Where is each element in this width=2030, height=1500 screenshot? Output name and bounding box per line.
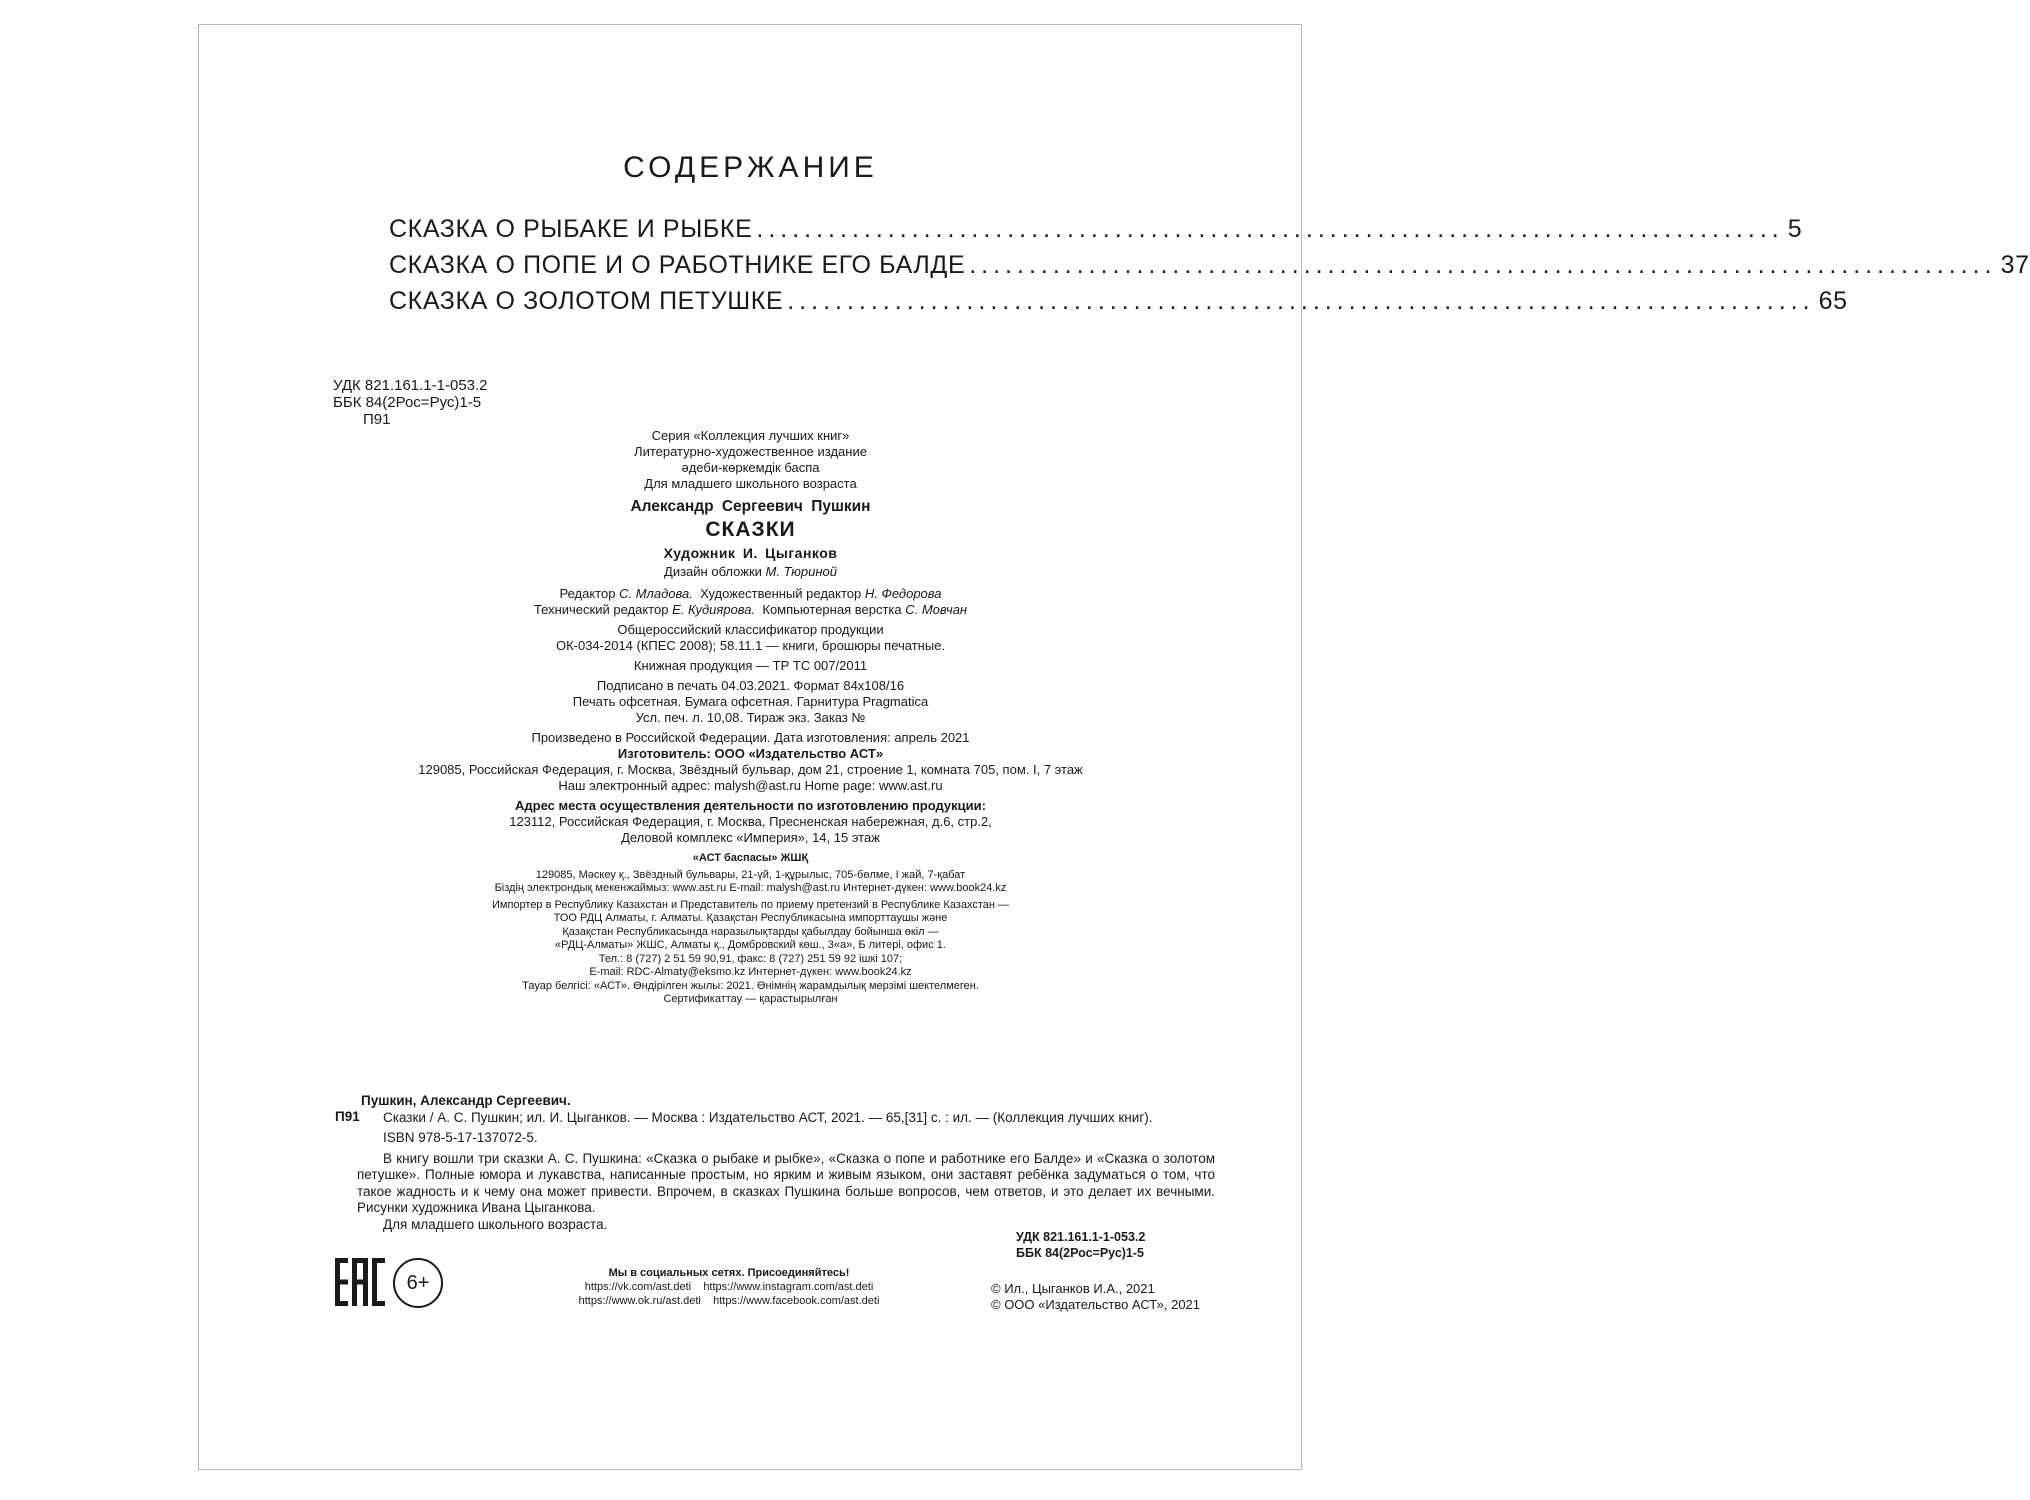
production-site-1: 123112, Российская Федерация, г. Москва, Пресненская набережная, д.6, стр.2, — [509, 814, 992, 829]
biblio-record: Сказки / А. С. Пушкин; ил. И. Цыганков. — Москва : Издательство АСТ, 2021. — 65,[31] с. : ил. — (Коллекция лучших книг). — [383, 1109, 1153, 1125]
cover-design-line — [199, 564, 1302, 580]
social-links-row: https://vk.com/ast.deti https://www.instagram.com/ast.deti — [584, 1281, 874, 1293]
udk-code: УДК 821.161.1-1-053.2 — [1016, 1230, 1146, 1244]
imprint-block — [199, 428, 1302, 1007]
kz-line: Тел.: 8 (727) 2 51 59 90,91, факс: 8 (727) 251 59 92 ішкі 107; — [598, 952, 903, 965]
editor-label: Редактор — [559, 586, 616, 601]
art-editor-name: Н. Федорова — [864, 586, 942, 601]
biblio-author-heading: Пушкин, Александр Сергеевич. — [361, 1093, 571, 1108]
social-links-row: https://www.ok.ru/ast.deti https://www.facebook.com/ast.deti — [578, 1295, 880, 1307]
kz-line: Импортер в Республику Казахстан и Представитель по приему претензий в Республике Казахстан — — [491, 898, 1010, 911]
edition-type-kz: әдеби-көркемдік баспа — [681, 460, 820, 475]
art-editor-label: Художественный редактор — [700, 586, 862, 601]
manufacturer-contacts: Наш электронный адрес: malysh@ast.ru Home page: www.ast.ru — [558, 778, 943, 793]
contents-item — [389, 251, 2030, 287]
isbn: ISBN 978-5-17-137072-5. — [383, 1130, 538, 1145]
tech-editor-label: Технический редактор — [533, 602, 669, 617]
contents-item-title: СКАЗКА О РЫБАКЕ И РЫБКЕ — [389, 215, 753, 243]
tech-editor-name: Е. Кудиярова. — [672, 602, 756, 617]
layout-name: С. Мовчан — [905, 602, 968, 617]
leader-dots: ...................................................................................... — [969, 251, 1997, 279]
social-block — [519, 1266, 939, 1308]
kz-line: ТОО РДЦ Алматы, г. Алматы. Қазақстан Республикасына импорттаушы және — [553, 912, 948, 924]
copyright-publisher: © ООО «Издательство АСТ», 2021 — [991, 1297, 1201, 1312]
manufacturer-line: Изготовитель: ООО «Издательство АСТ» — [617, 746, 884, 761]
artist-line: Художник И. Цыганков — [663, 545, 838, 561]
classifier-line-1: Общероссийский классификатор продукции — [617, 622, 884, 637]
kz-line: E-mail: RDC-Almaty@eksmo.kz Интернет-дүкен: www.book24.kz — [589, 966, 912, 978]
book-page — [198, 24, 2030, 1470]
cover-design-label: Дизайн обложки — [664, 564, 762, 579]
contents-item — [389, 287, 1848, 323]
bbk-code: ББК 84(2Рос=Рус)1-5 — [333, 394, 482, 411]
edition-type: Литературно-художественное издание — [634, 444, 867, 459]
kz-line: 129085, Мәскеу қ., Звёздный бульвары, 21-үй, 1-құрылыс, 705-бөлме, I жай, 7-қабат — [535, 868, 966, 881]
kazakh-block — [199, 852, 1302, 1007]
author-mark: П91 — [363, 411, 391, 428]
classification-top — [333, 377, 488, 428]
annotation: В книгу вошли три сказки А. С. Пушкина: «Сказка о рыбаке и рыбке», «Сказка о попе и работнике его Балде» и «Сказка о золотом петушке». Полные юмора и лукавства, написанные простым, но ярким и живым языком, они заставят ребёнка задуматься о том, что такое жадность и к чему она может привести. Впрочем, в сказках Пушкина больше вопросов, чем ответов, и это делает их вечными. Рисунки художника Ивана Цыганкова. — [357, 1150, 1215, 1215]
copyright-block — [991, 1281, 1200, 1313]
editor-name: С. Младова. — [619, 586, 693, 601]
kz-line: Біздің электрондық мекенжаймыз: www.ast.ru E-mail: malysh@ast.ru Интернет-дүкен: www.book24.kz — [494, 882, 1007, 894]
tech-editor-line — [199, 602, 1302, 618]
manufacturer-address: 129085, Российская Федерация, г. Москва, Звёздный бульвар, дом 21, строение 1, комната 705, пом. I, 7 этаж — [418, 762, 1083, 777]
copyright-illustrations: © Ил., Цыганков И.А., 2021 — [991, 1281, 1155, 1296]
bibliographic-record — [335, 1093, 1215, 1233]
kz-line: Сертификаттау — қарастырылған — [663, 993, 838, 1005]
udk-code: УДК 821.161.1-1-053.2 — [333, 377, 488, 394]
contents-item — [389, 215, 1803, 251]
produced-line: Произведено в Российской Федерации. Дата изготовления: апрель 2021 — [531, 730, 970, 745]
leader-dots: ...................................................................................... — [787, 287, 1815, 315]
print-line-3: Усл. печ. л. 10,08. Тираж экз. Заказ № — [635, 710, 866, 725]
biblio-code: П91 — [335, 1109, 360, 1124]
contents-title: СОДЕРЖАНИЕ — [623, 151, 878, 184]
editor-line — [199, 586, 1302, 602]
production-site-2: Деловой комплекс «Империя», 14, 15 этаж — [621, 830, 880, 845]
author-name: Александр Сергеевич Пушкин — [630, 498, 871, 515]
biblio-age: Для младшего школьного возраста. — [383, 1216, 608, 1232]
contents-item-page: 65 — [1818, 287, 1848, 315]
print-line-2: Печать офсетная. Бумага офсетная. Гарнитура Pragmatica — [572, 694, 929, 709]
cover-designer: М. Тюриной — [765, 564, 837, 579]
eac-mark-icon — [334, 1256, 386, 1308]
leader-dots: ...................................................................................... — [756, 215, 1784, 243]
book-title: СКАЗКИ — [705, 518, 796, 541]
series-line: Серия «Коллекция лучших книг» — [651, 428, 850, 443]
kz-line: Қазақстан Республикасында наразылықтарды қабылдау бойынша өкіл — — [562, 925, 939, 938]
bbk-code: ББК 84(2Рос=Рус)1-5 — [1016, 1246, 1144, 1260]
production-site-label: Адрес места осуществления деятельности по изготовлению продукции: — [515, 798, 986, 813]
kz-publisher: «АСТ баспасы» ЖШҚ — [692, 852, 809, 864]
contents-item-page: 37 — [2000, 251, 2030, 279]
contents-item-title: СКАЗКА О ЗОЛОТОМ ПЕТУШКЕ — [389, 287, 784, 315]
classifier-line-2: ОК-034-2014 (КПЕС 2008); 58.11.1 — книги, брошюры печатные. — [555, 638, 946, 653]
kz-line: «РДЦ-Алматы» ЖШС, Алматы қ., Домбровский көш., 3«а», Б литері, офис 1. — [555, 939, 946, 951]
classification-bottom — [1016, 1229, 1145, 1261]
tr-ts-line: Книжная продукция — ТР ТС 007/2011 — [633, 658, 868, 673]
age-group: Для младшего школьного возраста — [644, 476, 857, 491]
kz-line: Тауар белгісі: «АСТ». Өндірілген жылы: 2021. Өнімнің жарамдылық мерзімі шектелмеген. — [522, 979, 979, 992]
layout-label: Компьютерная верстка — [762, 602, 902, 617]
age-rating-badge: 6+ — [393, 1258, 443, 1308]
print-line-1: Подписано в печать 04.03.2021. Формат 84x108/16 — [596, 678, 905, 693]
contents-item-page: 5 — [1787, 215, 1803, 243]
social-heading: Мы в социальных сетях. Присоединяйтесь! — [608, 1267, 850, 1279]
contents-list — [389, 215, 2030, 323]
contents-item-title: СКАЗКА О ПОПЕ И О РАБОТНИКЕ ЕГО БАЛДЕ — [389, 251, 966, 279]
